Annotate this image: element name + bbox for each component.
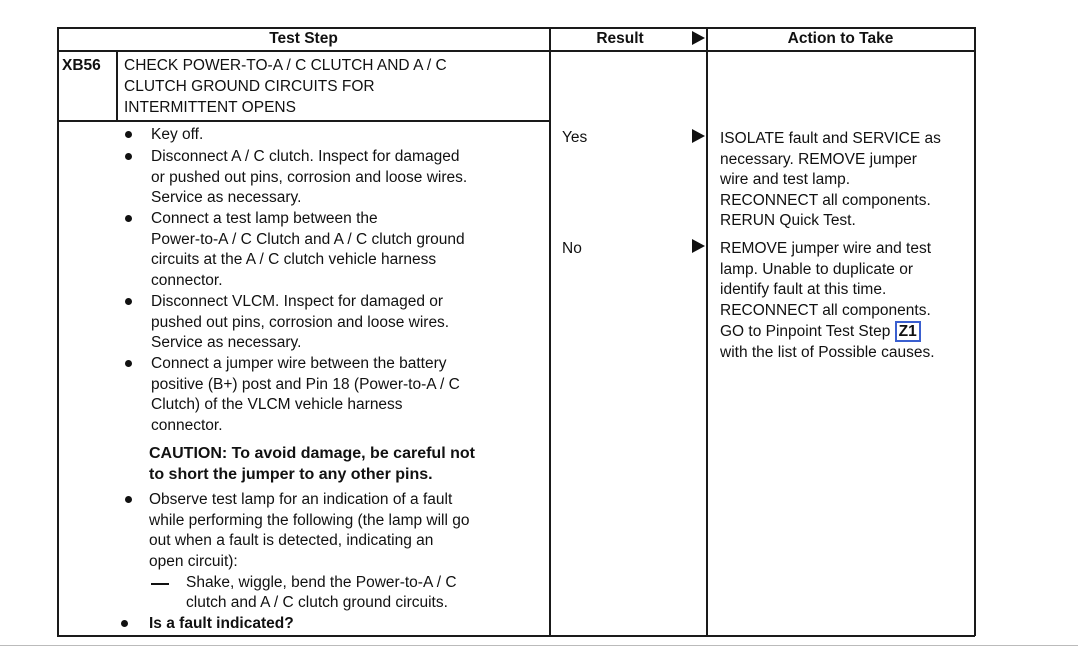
instruction-test-lamp-line: Connect a test lamp between the (151, 210, 378, 227)
instruction-observe-lamp-line: while performing the following (the lamp will go (149, 512, 470, 529)
bullet-icon (125, 215, 132, 222)
instruction-test-lamp-line: Power-to-A / C Clutch and A / C clutch ground (151, 231, 465, 248)
bullet-icon (121, 620, 128, 627)
table-bottom-border (57, 635, 975, 637)
action-yes-line: ISOLATE fault and SERVICE as (720, 130, 941, 147)
instruction-disconnect-clutch-line: Service as necessary. (151, 189, 302, 206)
instruction-disconnect-clutch-line: Disconnect A / C clutch. Inspect for damaged (151, 148, 460, 165)
page-footer-rule (0, 645, 1078, 646)
bullet-icon (125, 131, 132, 138)
result-yes-arrow-icon (692, 129, 705, 143)
instruction-disconnect-clutch-line: or pushed out pins, corrosion and loose wires. (151, 169, 468, 186)
action-no-line: REMOVE jumper wire and test (720, 240, 932, 257)
action-no-line: lamp. Unable to duplicate or (720, 261, 914, 278)
table-top-border (57, 27, 975, 29)
instruction-test-lamp-line: connector. (151, 272, 223, 289)
step-title-line-3: INTERMITTENT OPENS (124, 99, 296, 116)
instruction-jumper-wire-line: Connect a jumper wire between the battery (151, 355, 447, 372)
bullet-icon (125, 360, 132, 367)
result-yes-label: Yes (562, 129, 588, 146)
table-right-border (974, 27, 976, 636)
header-bottom-border (57, 50, 975, 52)
instruction-disconnect-vlcm-line: Disconnect VLCM. Inspect for damaged or (151, 293, 444, 310)
step-title-line-1: CHECK POWER-TO-A / C CLUTCH AND A / C (124, 57, 447, 74)
instruction-observe-lamp-line: out when a fault is detected, indicating an (149, 532, 434, 549)
instruction-observe-lamp-line: Observe test lamp for an indication of a fault (149, 491, 453, 508)
action-no-line: with the list of Possible causes. (720, 344, 935, 361)
header-test-step: Test Step (269, 30, 338, 47)
action-yes-line: RECONNECT all components. (720, 192, 931, 209)
step-id: XB56 (62, 57, 101, 74)
action-no-line: identify fault at this time. (720, 281, 887, 298)
step-title-line-2: CLUTCH GROUND CIRCUITS FOR (124, 78, 375, 95)
action-no-line (720, 323, 921, 341)
sub-instruction-line: clutch and A / C clutch ground circuits. (186, 594, 448, 611)
bullet-icon (125, 496, 132, 503)
action-no-goto-text: GO to Pinpoint Test Step (720, 323, 891, 340)
header-arrow-icon (692, 31, 705, 45)
instruction-test-lamp-line: circuits at the A / C clutch vehicle harness (151, 251, 437, 268)
header-result: Result (596, 30, 644, 47)
question-text: Is a fault indicated? (149, 615, 294, 632)
instruction-jumper-wire-line: Clutch) of the VLCM vehicle harness (151, 396, 403, 413)
sub-instruction-line: Shake, wiggle, bend the Power-to-A / C (186, 574, 457, 591)
caution-line-1: CAUTION: To avoid damage, be careful not (149, 445, 475, 462)
header-action: Action to Take (787, 30, 894, 47)
dash-icon (151, 583, 169, 585)
column-divider-step-result (549, 27, 551, 636)
table-left-border (57, 27, 59, 636)
step-id-divider (116, 50, 118, 121)
result-no-label: No (562, 240, 582, 257)
instruction-disconnect-vlcm-line: Service as necessary. (151, 334, 302, 351)
action-yes-line: wire and test lamp. (720, 171, 851, 188)
instruction-jumper-wire-line: positive (B+) post and Pin 18 (Power-to-A / C (151, 376, 460, 393)
title-bottom-border (57, 120, 550, 122)
action-yes-line: RERUN Quick Test. (720, 212, 856, 229)
instruction-jumper-wire-line: connector. (151, 417, 223, 434)
pinpoint-step-link[interactable]: Z1 (895, 321, 921, 342)
caution-line-2: to short the jumper to any other pins. (149, 466, 433, 483)
column-divider-result-action (706, 27, 708, 636)
instruction-disconnect-vlcm-line: pushed out pins, corrosion and loose wires. (151, 314, 450, 331)
result-no-arrow-icon (692, 239, 705, 253)
instruction-key-off: Key off. (151, 126, 204, 143)
instruction-observe-lamp-line: open circuit): (149, 553, 238, 570)
bullet-icon (125, 153, 132, 160)
action-yes-line: necessary. REMOVE jumper (720, 151, 917, 168)
action-no-line: RECONNECT all components. (720, 302, 931, 319)
bullet-icon (125, 298, 132, 305)
